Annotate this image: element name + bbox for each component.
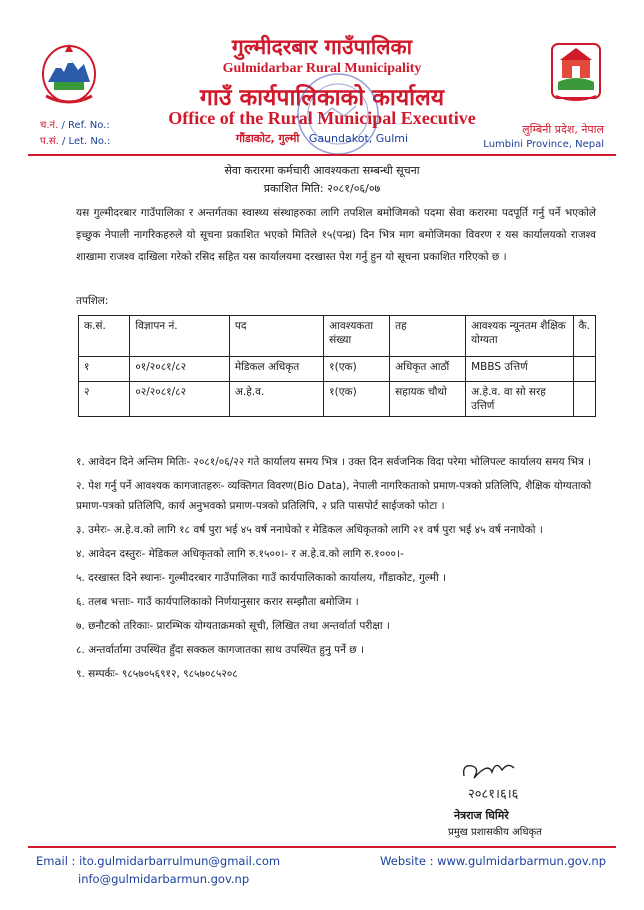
letter-no-label — [40, 133, 110, 147]
email-primary[interactable]: Email : ito.gulmidarbarrulmun@gmail.com — [36, 854, 281, 868]
province-name-en: Lumbini Province, Nepal — [483, 139, 604, 150]
cell-post: मेडिकल अधिकृत — [229, 357, 323, 382]
municipality-name-np: गुल्मीदरबार गाउँपालिका — [231, 35, 413, 59]
col-header-post: पद — [229, 316, 323, 357]
office-name-en: Office of the Rural Municipal Executive — [168, 108, 476, 128]
signatory-title: प्रमुख प्रशासकीय अधिकृत — [448, 827, 542, 838]
cell-sn: २ — [79, 382, 130, 417]
positions-table — [78, 315, 596, 417]
condition-item: ७. छनौटको तरिकाः- प्रारम्भिक योग्यताक्रमको सूची, लिखित तथा अन्तर्वार्ता परीक्षा । — [76, 620, 390, 632]
cell-level: सहायक चौथो — [390, 382, 466, 417]
condition-item: २. पेश गर्नु पर्ने आवश्यक कागजातहरुः- व्यक्तिगत विवरण(Bio Data), नेपाली नागरिकताको प्रमाण-पत्रको प्रतिलिपि, शैक्षिक योग्यताको प्रमाण-पत्रको प्रतिलिपि, कार्य अनुभवको प्रमाण-पत्रको प्रतिलिपि, २ प्रति पासपोर्ट साईजको फोटा । — [76, 480, 592, 512]
cell-level: अधिकृत आठौं — [390, 357, 466, 382]
municipality-name-en: Gulmidarbar Rural Municipality — [222, 61, 422, 76]
let-label-en: / Let. No.: — [62, 136, 111, 147]
ref-label-en: / Ref. No.: — [61, 120, 110, 131]
condition-item: ६. तलब भत्ताः- गाउँ कार्यपालिकाको निर्णयानुसार करार सम्झौता बमोजिम । — [76, 596, 359, 608]
signature-scribble — [458, 756, 544, 804]
condition-item: ८. अन्तर्वार्तामा उपस्थित हुँदा सक्कल कागजातका साथ उपस्थित हुनु पर्ने छ । — [76, 644, 364, 656]
signature-date: २०८१।६।६ — [468, 787, 519, 802]
col-header-sn: क.सं. — [79, 316, 130, 357]
email-secondary[interactable]: info@gulmidarbarmun.gov.np — [78, 872, 250, 886]
ref-no-label — [40, 117, 110, 131]
cell-ad-no: ०१/२०८१/८२ — [130, 357, 230, 382]
footer-divider — [28, 846, 616, 848]
tapsil-label: तपशिल: — [76, 295, 109, 307]
office-name-np: गाउँ कार्यपालिकाको कार्यालय — [199, 85, 445, 111]
cell-ad-no: ०२/२०८१/८२ — [130, 382, 230, 417]
address-en: Gaundakot, Gulmi — [308, 132, 409, 145]
cell-remarks — [573, 357, 595, 382]
address-np: गौंडाकोट, गुल्मी — [235, 132, 300, 145]
condition-item: १. आवेदन दिने अन्तिम मितिः- २०८१/०६/२२ गते कार्यालय समय भित्र । उक्त दिन सर्वजनिक विदा परेमा भोलिपल्ट कार्यालय समय भित्र । — [76, 456, 592, 468]
condition-item: ९. सम्पर्कः- ९८५७०५६९१२, ९८५७०८५२०८ — [76, 668, 238, 680]
cell-post: अ.हे.व. — [229, 382, 323, 417]
cell-count: १(एक) — [324, 357, 390, 382]
condition-item: ३. उमेरः- अ.हे.व.को लागि १८ वर्ष पुरा भई ४५ वर्ष ननाघेको र मेडिकल अधिकृतको लागि २१ वर्ष पुरा भई ४५ वर्ष ननाघेको । — [76, 524, 543, 536]
website-link[interactable]: Website : www.gulmidarbarmun.gov.np — [380, 854, 606, 868]
cell-qualification: MBBS उत्तिर्ण — [466, 357, 574, 382]
notice-title: सेवा करारमा कर्मचारी आवश्यकता सम्बन्धी सूचना — [224, 164, 420, 177]
condition-item: ४. आवेदन दस्तुरः- मेडिकल अधिकृतको लागि रु.१५००।- र अ.हे.व.को लागि रु.१०००।- — [76, 548, 404, 560]
condition-item: ५. दरखास्त दिने स्थानः- गुल्मीदरबार गाउँपालिका गाउँ कार्यपालिकाको कार्यालय, गौंडाकोट, गुल्मी । — [76, 572, 447, 584]
let-label-np: प.सं. — [40, 136, 59, 147]
notice-body: यस गुल्मीदरबार गाउँपालिका र अन्तर्गतका स्वास्थ्य संस्थाहरुका लागि तपशिल बमोजिमको पदमा सेवा करारमा पदपूर्ति गर्नु पर्ने भएकोले इच्छुक नेपाली नागरिकहरुले यो सूचना प्रकाशित भएको मितिले १५(पन्ध्र) दिन भित्र माग बमोजिमका विवरण र यस कार्यालयको राजश्व शाखामा राजश्व दाखिला गरेको रसिद सहित यस कार्यालयमा दरखास्त पेश गर्नु हुन यो सूचना प्रकाशित गरिएको छ । — [76, 207, 596, 263]
col-header-remarks: कै. — [573, 316, 595, 357]
cell-count: १(एक) — [324, 382, 390, 417]
col-header-count: आवश्यकता संख्या — [324, 316, 390, 357]
office-seal-stamp — [292, 68, 384, 160]
ref-label-np: च.नं. — [40, 120, 59, 131]
header-divider — [28, 154, 616, 156]
published-date: प्रकाशित मिति: २०८१/०६/०७ — [263, 182, 381, 195]
cell-sn: १ — [79, 357, 130, 382]
col-header-qualification: आवश्यक न्यूनतम शैक्षिक योग्यता — [466, 316, 574, 357]
table-row — [79, 357, 596, 382]
table-row — [79, 382, 596, 417]
table-header-row — [79, 316, 596, 357]
col-header-level: तह — [390, 316, 466, 357]
signatory-name: नेत्रराज घिमिरे — [454, 809, 509, 822]
cell-qualification: अ.हे.व. वा सो सरह उत्तिर्ण — [466, 382, 574, 417]
province-name-np: लुम्बिनी प्रदेश, नेपाल — [522, 123, 604, 136]
col-header-ad-no: विज्ञापन नं. — [130, 316, 230, 357]
conditions-list — [76, 452, 606, 688]
cell-remarks — [573, 382, 595, 417]
